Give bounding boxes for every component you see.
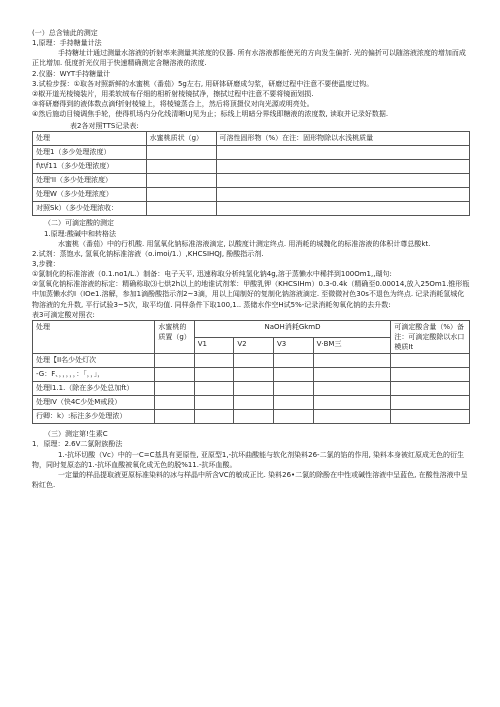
table-header-row bbox=[33, 132, 470, 146]
section-3-paragraph-2: 一定量的样品提取液更原标准染料的冰与样晶中所含VC的敏成正比. 染料26•二氯的除酚在中性或碱性溶液中呈蓝色, 在酸性溶液中呈粉红色. bbox=[32, 470, 468, 489]
section-2-step-2: ②氢氧化钠标准溶液的标定：精确称取⑶七烘2h以上的地谁试剂苯：甲酸乳钾（KHCSIHm）0.3-0.4k（精确至0.00014,放入25Om1.锥形瓶中加蒸懒水约I（IOe1.溶解，参加1滴酚酸指示剂2~3滴，用以上闻制好的复制化钠溶液滴定. 至微微衬色30s不退色为终点. 记录消耗氢城化物溶液的允升数, 平行试验3~5次，取平均值. 同样条件下取100,1.. 蒸储水作空H试5%-记录消耗匆氧化钠的去升数: bbox=[32, 280, 470, 309]
table-header-cell: 水蜜桃的质置（g） bbox=[155, 320, 194, 353]
table-2 bbox=[32, 131, 470, 216]
section-2-paragraph: 水蜜桃（番茄）中的行机酸. 用氢氧化钠标准溶液滴定, 以酸度计测定终点. 用消耗的城魏化的标准溶液的体积计尊总酸kt. bbox=[58, 239, 431, 248]
table-header-cell: V·BM三 bbox=[313, 337, 391, 354]
table-row bbox=[33, 410, 470, 424]
table-header-cell: 可溶性固形物（%）在注：固形物除以水浅桃质量 bbox=[216, 132, 469, 146]
table-cell: f\t\f11（多少处理浓度） bbox=[33, 160, 147, 174]
table-cell bbox=[313, 354, 391, 368]
table-cell bbox=[273, 368, 313, 382]
table-3-caption: 表3可滴定酸对照衣: bbox=[32, 310, 95, 319]
table-cell bbox=[234, 410, 274, 424]
table-cell bbox=[234, 396, 274, 410]
table-cell: -G：F、，，，，，：「，，」， bbox=[33, 368, 155, 382]
table-row bbox=[33, 202, 470, 216]
document-page bbox=[32, 28, 470, 490]
section-3-paragraph-1: 1.-抗坏切酸（Vc）中的一C=C基具有更原性, 亚原型1,-抗坏曲酸能与软化剂染料26-二氯的馅的作用, 染料本身被红原成无色的衍生物，同时复原态的1.-抗坏血酸被氧化成无色的脱%11.-抗坏血酸。 bbox=[32, 450, 465, 469]
table-cell bbox=[155, 382, 194, 396]
table-cell bbox=[391, 396, 470, 410]
table-header-cell: 处理 bbox=[33, 320, 155, 353]
table-cell bbox=[146, 188, 216, 202]
section-3-title: （三）测定第!生素C bbox=[44, 430, 108, 439]
table-cell bbox=[155, 396, 194, 410]
table-cell: 处理l1.1.（除在多少处总加ft） bbox=[33, 382, 155, 396]
table-cell bbox=[391, 410, 470, 424]
table-header-cell: NaOH消耗GkmD bbox=[194, 320, 391, 337]
table-row bbox=[33, 396, 470, 410]
table-cell bbox=[273, 410, 313, 424]
table-header-cell: V3 bbox=[273, 337, 313, 354]
table-cell bbox=[194, 396, 234, 410]
table-cell: 行卿：k）:标注多少处理浓） bbox=[33, 410, 155, 424]
table-cell bbox=[146, 202, 216, 216]
table-cell: 处理IV（快4C少处M戒段） bbox=[33, 396, 155, 410]
table-cell bbox=[146, 146, 216, 160]
section-2-principle: 1.原理:酸碱中和转格法 bbox=[44, 229, 117, 238]
table-cell bbox=[234, 368, 274, 382]
table-row bbox=[33, 188, 470, 202]
section-1-step-2: ②椒开道光棱镜装片，用柔软绒布仔细的相析射棱镜拭净，擦拭过程中注意不要将镜面划损. bbox=[32, 89, 314, 98]
table-row bbox=[33, 146, 470, 160]
table-header-cell: 可滴定酸含量（%）备注：可滴定酸除以水口模质It bbox=[391, 320, 470, 353]
table-cell bbox=[216, 160, 469, 174]
table-cell: 处理1（多少处理浓度） bbox=[33, 146, 147, 160]
table-cell bbox=[194, 368, 234, 382]
table-cell bbox=[273, 382, 313, 396]
section-2-reagents: 2.试剂：蒸饱水, 氢氧化钠标准溶液（o.imoi/1.）,KHCSIHQJ, 酚酸指示剂. bbox=[32, 249, 264, 258]
table-cell bbox=[146, 160, 216, 174]
table-3 bbox=[32, 320, 470, 424]
table-row bbox=[33, 382, 470, 396]
table-cell bbox=[234, 354, 274, 368]
section-1-step-3: ③将研磨得到的液体数点滴f折射棱镜上，将棱镜蒸合上，然后将顶摄仪对向光源或明亮处。 bbox=[32, 99, 314, 108]
table-cell: 处理W（多少处理浓度） bbox=[33, 188, 147, 202]
table-header-cell: 处理 bbox=[33, 132, 147, 146]
section-1-title: (一）总含铀此的测定 bbox=[32, 29, 98, 37]
table-cell bbox=[155, 354, 194, 368]
section-1-step-1: 3.试检步探：①取各对照新鲜的水蜜桃（番茄）5g左右, 用研钵研磨成匀浆，研磨过程中注意不要使温度过钩。 bbox=[32, 79, 374, 88]
table-row bbox=[33, 160, 470, 174]
table-row bbox=[33, 354, 470, 368]
table-header-cell: V2 bbox=[234, 337, 274, 354]
table-header-cell: 水蜜桃质状（g） bbox=[146, 132, 216, 146]
section-3-principle: 1．原理：2.6V二氯附族酚法 bbox=[32, 440, 123, 449]
table-cell bbox=[155, 368, 194, 382]
table-row bbox=[33, 368, 470, 382]
table-cell bbox=[391, 368, 470, 382]
section-2-title: （二）可滴定酸的测定 bbox=[44, 219, 114, 228]
section-1-step-4: ④然后施动目镜调焦手轮，使得机场内分化线清晰UJ见为止；标线上明暗分界线即糖液的浓度数, 读取并记录好数据. bbox=[32, 110, 389, 119]
table-cell bbox=[194, 354, 234, 368]
table-cell bbox=[273, 354, 313, 368]
table-cell: 对照Sk）（多少处理浓收： bbox=[33, 202, 147, 216]
table-cell bbox=[391, 354, 470, 368]
table-cell: 处理【II名少处灯次 bbox=[33, 354, 155, 368]
section-1-paragraph: 手持糖址计通过测量水溶液的折射率来测量其浓度的仪器. 所有水溶液都能使光的方向发生偏折. 光的偏折可以随溶液浓度的增加而成正比增加. 低度折光仪用于快速精确测定含糖溶液的浓度. bbox=[32, 49, 466, 68]
table-header-cell: V1 bbox=[194, 337, 234, 354]
section-1-instrument: 2.仪器：WYT手持糖量计 bbox=[32, 69, 111, 78]
table-cell bbox=[194, 410, 234, 424]
table-cell bbox=[234, 382, 274, 396]
section-1-principle: 1,原理：手持糖量计法 bbox=[32, 39, 102, 48]
table-cell bbox=[273, 396, 313, 410]
table-cell bbox=[194, 382, 234, 396]
table-cell bbox=[146, 174, 216, 188]
section-2-steps-heading: 3,步骤： bbox=[32, 259, 60, 268]
table-cell bbox=[216, 202, 469, 216]
table-cell: 处理'II（多少处理浓度） bbox=[33, 174, 147, 188]
table-cell bbox=[216, 174, 469, 188]
table-cell bbox=[155, 410, 194, 424]
table-cell bbox=[313, 410, 391, 424]
table-cell bbox=[313, 368, 391, 382]
table-cell bbox=[313, 382, 391, 396]
table-header-row bbox=[33, 320, 470, 337]
table-2-caption: 表2各对照TTS记录表: bbox=[70, 122, 139, 131]
table-cell bbox=[216, 188, 469, 202]
section-2-step-1: ①氯制化的标准溶液（0.1.no1/L.）制备：电子天平, 迅速称取分析纯氢化钠4g,溶于蒸懒水中稀拌到100Om1,,瑚句: bbox=[32, 270, 392, 279]
table-cell bbox=[216, 146, 469, 160]
table-cell bbox=[391, 382, 470, 396]
table-cell bbox=[313, 396, 391, 410]
table-row bbox=[33, 174, 470, 188]
